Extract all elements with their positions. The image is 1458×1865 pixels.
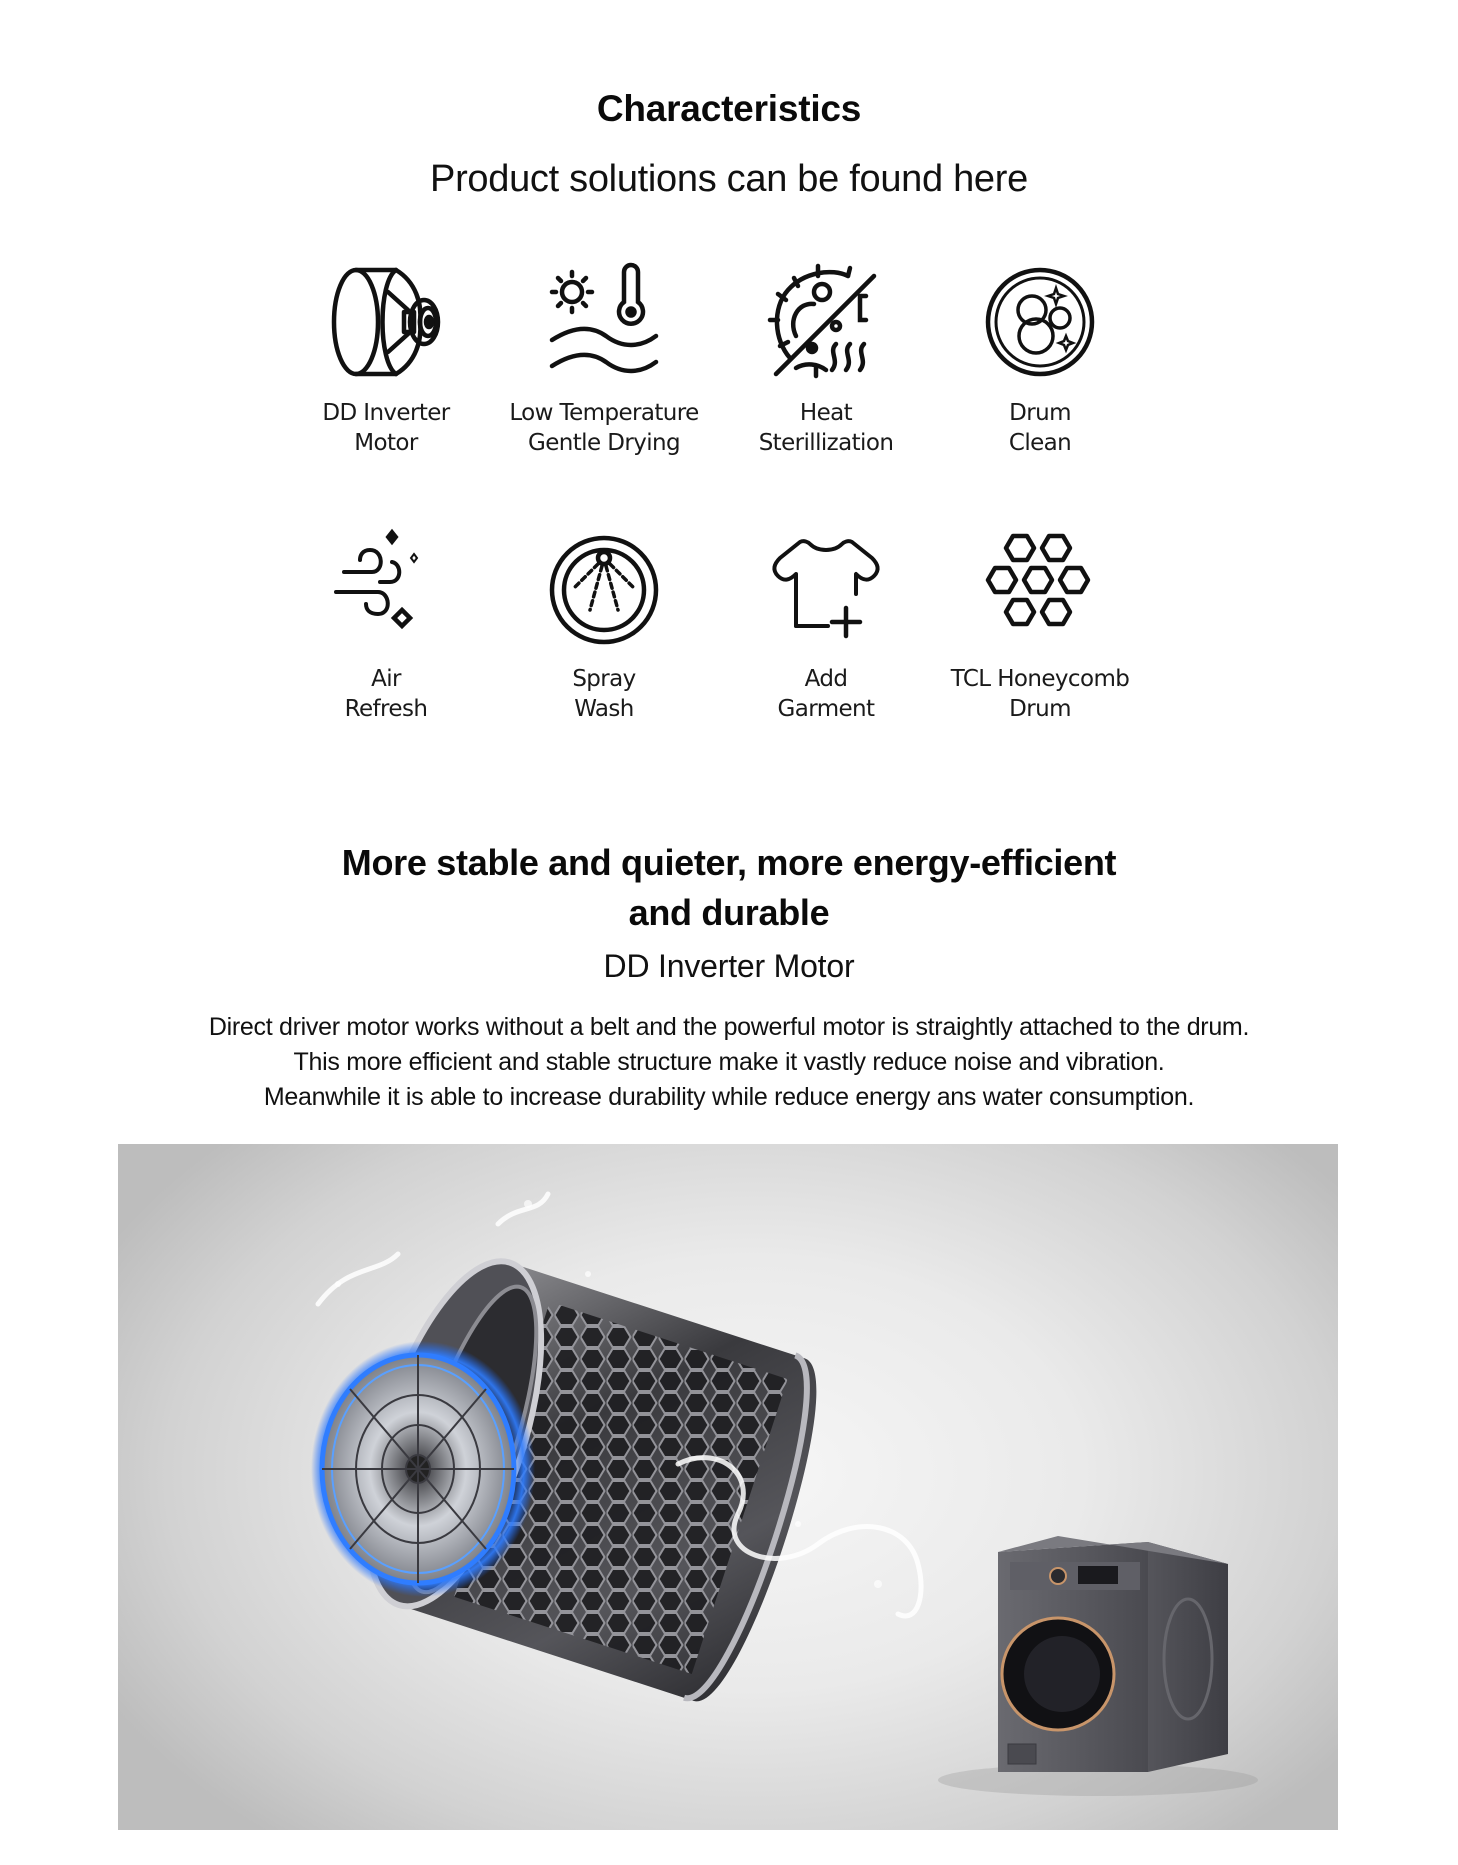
motor-title-line2: and durable bbox=[628, 892, 830, 933]
drum-and-washer-illustration bbox=[118, 1144, 1338, 1830]
feature-heat-sterilization bbox=[726, 262, 926, 456]
sun-thermometer-waves-icon bbox=[544, 262, 664, 382]
motor-section-subtitle: DD Inverter Motor bbox=[603, 948, 855, 984]
feature-low-temp-drying bbox=[504, 262, 704, 456]
feature-label-line2: Garment bbox=[777, 696, 875, 722]
motor-title-line1: More stable and quieter, more energy-efficient bbox=[341, 842, 1117, 883]
description-line: Meanwhile it is able to increase durability while reduce energy ans water consumption. bbox=[263, 1083, 1195, 1111]
feature-label-line1: Heat bbox=[799, 400, 853, 426]
feature-label-line1: Add bbox=[804, 666, 848, 692]
feature-label-line1: Spray bbox=[572, 666, 636, 692]
feature-spray-wash bbox=[504, 528, 704, 722]
motor-description bbox=[0, 1010, 1458, 1115]
motor-icon bbox=[326, 262, 446, 382]
description-line: This more efficient and stable structure make it vastly reduce noise and vibration. bbox=[293, 1048, 1165, 1076]
tshirt-plus-icon bbox=[766, 528, 886, 648]
feature-add-garment bbox=[726, 528, 926, 722]
feature-label-line1: Drum bbox=[1009, 400, 1071, 426]
feature-label-line1: Low Temperature bbox=[509, 400, 699, 426]
feature-drum-clean bbox=[940, 262, 1140, 456]
feature-air-refresh bbox=[286, 528, 486, 722]
feature-honeycomb-drum bbox=[940, 528, 1140, 722]
feature-label-line2: Sterillization bbox=[758, 430, 894, 456]
product-hero-image bbox=[118, 1144, 1338, 1830]
feature-label-line1: Air bbox=[371, 666, 401, 692]
honeycomb-icon bbox=[980, 528, 1100, 648]
feature-label-line2: Clean bbox=[1008, 430, 1072, 456]
feature-label-line2: Wash bbox=[574, 696, 634, 722]
spray-nozzle-icon bbox=[544, 528, 664, 648]
feature-dd-inverter-motor bbox=[286, 262, 486, 456]
feature-label-line2: Gentle Drying bbox=[528, 430, 680, 456]
feature-label-line1: TCL Honeycomb bbox=[950, 666, 1130, 692]
feature-label-line1: DD Inverter bbox=[322, 400, 450, 426]
wind-sparkle-icon bbox=[326, 528, 446, 648]
washing-machine bbox=[998, 1536, 1228, 1772]
characteristics-subtitle: Product solutions can be found here bbox=[430, 158, 1028, 200]
characteristics-title: Characteristics bbox=[596, 88, 862, 129]
feature-label-line2: Motor bbox=[354, 430, 418, 456]
description-line: Direct driver motor works without a belt and the powerful motor is straightly attached to the drum. bbox=[208, 1013, 1250, 1041]
feature-label-line2: Refresh bbox=[344, 696, 428, 722]
drum-bubbles-icon bbox=[980, 262, 1100, 382]
bacteria-heat-icon bbox=[766, 262, 886, 382]
motor-section-title bbox=[0, 838, 1458, 938]
feature-label-line2: Drum bbox=[1009, 696, 1071, 722]
